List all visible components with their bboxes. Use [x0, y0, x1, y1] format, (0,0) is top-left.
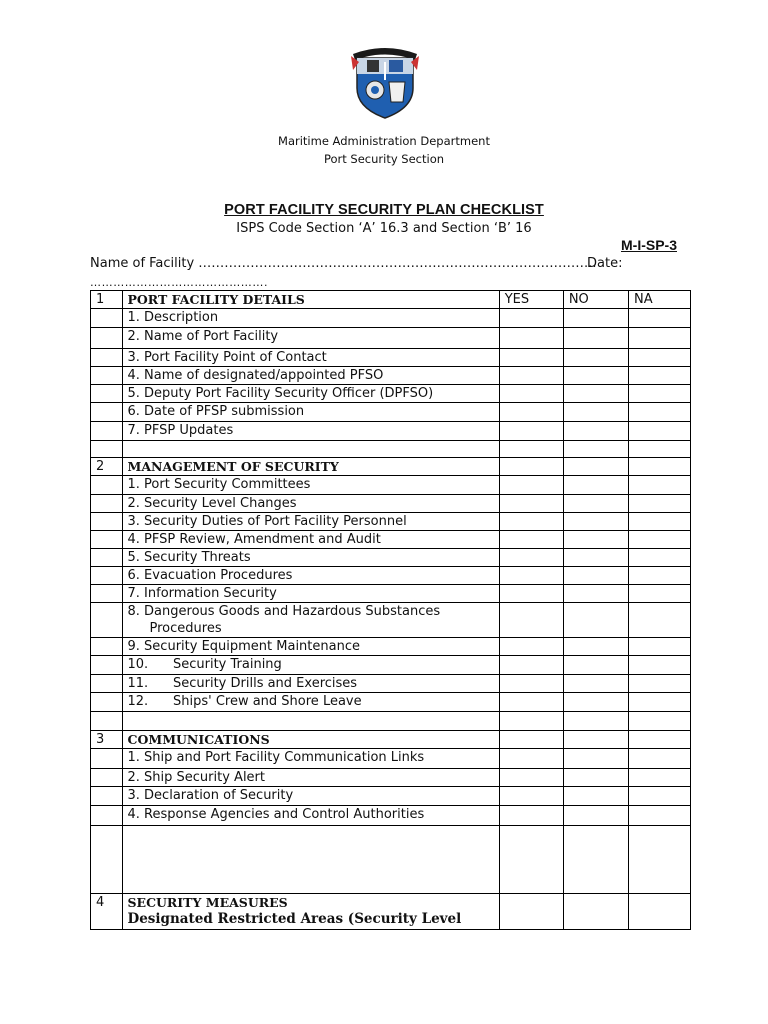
no-cell[interactable] [563, 567, 628, 585]
item-label: 6. Date of PFSP submission [122, 403, 499, 422]
section-header-row [91, 291, 691, 309]
spacer-row [91, 712, 691, 731]
item-label: 5. Security Threats [122, 549, 499, 567]
na-cell[interactable] [628, 549, 690, 567]
yes-cell[interactable] [499, 531, 563, 549]
item-label: 4. PFSP Review, Amendment and Audit [122, 531, 499, 549]
no-cell[interactable] [563, 749, 628, 769]
col-na-header: NA [628, 291, 690, 309]
yes-cell[interactable] [499, 549, 563, 567]
table-row [91, 603, 691, 638]
na-cell[interactable] [628, 328, 690, 349]
no-cell[interactable] [563, 656, 628, 675]
na-cell[interactable] [628, 513, 690, 531]
item-label: 4. Response Agencies and Control Authorities [122, 806, 499, 826]
section-title: SECURITY MEASURES Designated Restricted Areas (Security Level [122, 894, 499, 930]
no-cell[interactable] [563, 309, 628, 328]
col-no-header: NO [563, 291, 628, 309]
item-label: 12. Ships' Crew and Shore Leave [122, 693, 499, 712]
table-row [91, 749, 691, 769]
section-title: PORT FACILITY DETAILS [122, 291, 499, 309]
table-row [91, 787, 691, 806]
section-subtitle: Designated Restricted Areas (Security Level [127, 911, 462, 927]
item-label: 3. Security Duties of Port Facility Personnel [122, 513, 499, 531]
document-title: PORT FACILITY SECURITY PLAN CHECKLIST [224, 202, 544, 218]
table-row [91, 403, 691, 422]
table-row [91, 675, 691, 693]
item-label: 7. Information Security [122, 585, 499, 603]
table-row [91, 367, 691, 385]
na-cell[interactable] [628, 385, 690, 403]
na-cell[interactable] [628, 638, 690, 656]
na-cell[interactable] [628, 349, 690, 367]
table-row [91, 806, 691, 826]
na-cell[interactable] [628, 693, 690, 712]
na-cell[interactable] [628, 806, 690, 826]
table-row [91, 385, 691, 403]
item-label: 6. Evacuation Procedures [122, 567, 499, 585]
table-row [91, 328, 691, 349]
item-label: 1. Port Security Committees [122, 476, 499, 495]
no-cell[interactable] [563, 549, 628, 567]
section-number: 4 [91, 894, 123, 930]
no-cell[interactable] [563, 367, 628, 385]
no-cell[interactable] [563, 495, 628, 513]
na-cell[interactable] [628, 656, 690, 675]
section-number: 1 [91, 291, 123, 309]
no-cell[interactable] [563, 693, 628, 712]
document-subtitle: ISPS Code Section ‘A’ 16.3 and Section ‘B’ 16 [236, 221, 532, 236]
item-label: 3. Port Facility Point of Contact [122, 349, 499, 367]
section-number: 3 [91, 731, 123, 749]
yes-cell[interactable] [499, 476, 563, 495]
item-label: 2. Ship Security Alert [122, 769, 499, 787]
section-number: 2 [91, 458, 123, 476]
yes-cell[interactable] [499, 749, 563, 769]
no-cell[interactable] [563, 585, 628, 603]
yes-cell[interactable] [499, 328, 563, 349]
no-cell[interactable] [563, 385, 628, 403]
item-label: 1. Description [122, 309, 499, 328]
na-cell[interactable] [628, 495, 690, 513]
item-label: 1. Ship and Port Facility Communication Links [122, 749, 499, 769]
table-row [91, 513, 691, 531]
table-row [91, 549, 691, 567]
yes-cell[interactable] [499, 603, 563, 638]
table-row [91, 656, 691, 675]
yes-cell[interactable] [499, 693, 563, 712]
item-label: 5. Deputy Port Facility Security Officer (DPFSO) [122, 385, 499, 403]
table-row [91, 638, 691, 656]
yes-cell[interactable] [499, 422, 563, 441]
na-cell[interactable] [628, 749, 690, 769]
na-cell[interactable] [628, 367, 690, 385]
item-label: 9. Security Equipment Maintenance [122, 638, 499, 656]
item-label: 4. Name of designated/appointed PFSO [122, 367, 499, 385]
item-label: 7. PFSP Updates [122, 422, 499, 441]
table-row [91, 769, 691, 787]
section-header-row [91, 458, 691, 476]
no-cell[interactable] [563, 422, 628, 441]
yes-cell[interactable] [499, 385, 563, 403]
spacer-row [91, 441, 691, 458]
item-label: 2. Name of Port Facility [122, 328, 499, 349]
na-cell[interactable] [628, 309, 690, 328]
yes-cell[interactable] [499, 367, 563, 385]
yes-cell[interactable] [499, 769, 563, 787]
no-cell[interactable] [563, 349, 628, 367]
table-row [91, 585, 691, 603]
no-cell[interactable] [563, 531, 628, 549]
table-row [91, 693, 691, 712]
yes-cell[interactable] [499, 567, 563, 585]
na-cell[interactable] [628, 603, 690, 638]
date-dots: ………………………………………. [90, 276, 269, 289]
table-row [91, 422, 691, 441]
org-name: Maritime Administration Department [278, 134, 490, 148]
na-cell[interactable] [628, 531, 690, 549]
na-cell[interactable] [628, 476, 690, 495]
facility-line [90, 256, 623, 271]
table-row [91, 349, 691, 367]
no-cell[interactable] [563, 787, 628, 806]
yes-cell[interactable] [499, 349, 563, 367]
na-cell[interactable] [628, 403, 690, 422]
table-row [91, 495, 691, 513]
table-row [91, 531, 691, 549]
table-row [91, 567, 691, 585]
na-cell[interactable] [628, 787, 690, 806]
na-cell[interactable] [628, 675, 690, 693]
yes-cell[interactable] [499, 495, 563, 513]
department-crest-logo [345, 40, 425, 120]
date-label: Date: [587, 256, 623, 271]
table-row [91, 476, 691, 495]
checklist-table [90, 290, 691, 930]
yes-cell[interactable] [499, 513, 563, 531]
item-label: 3. Declaration of Security [122, 787, 499, 806]
na-cell[interactable] [628, 567, 690, 585]
section-header-row [91, 894, 691, 930]
item-label: 2. Security Level Changes [122, 495, 499, 513]
item-label: 8. Dangerous Goods and Hazardous Substances Procedures [122, 603, 499, 638]
no-cell[interactable] [563, 675, 628, 693]
section-header-row [91, 731, 691, 749]
yes-cell[interactable] [499, 656, 563, 675]
no-cell[interactable] [563, 403, 628, 422]
yes-cell[interactable] [499, 787, 563, 806]
no-cell[interactable] [563, 638, 628, 656]
form-code: M-I-SP-3 [621, 237, 677, 253]
no-cell[interactable] [563, 513, 628, 531]
section-title: COMMUNICATIONS [122, 731, 499, 749]
yes-cell[interactable] [499, 638, 563, 656]
item-label: 10. Security Training [122, 656, 499, 675]
table-row [91, 309, 691, 328]
no-cell[interactable] [563, 328, 628, 349]
yes-cell[interactable] [499, 403, 563, 422]
org-section: Port Security Section [323, 152, 445, 166]
no-cell[interactable] [563, 603, 628, 638]
na-cell[interactable] [628, 422, 690, 441]
yes-cell[interactable] [499, 675, 563, 693]
spacer-row [91, 826, 691, 894]
facility-label: Name of Facility ……………………………………………………………………………….. [90, 256, 597, 271]
no-cell[interactable] [563, 806, 628, 826]
no-cell[interactable] [563, 769, 628, 787]
col-yes-header: YES [499, 291, 563, 309]
yes-cell[interactable] [499, 585, 563, 603]
na-cell[interactable] [628, 769, 690, 787]
item-label: 11. Security Drills and Exercises [122, 675, 499, 693]
section-title: MANAGEMENT OF SECURITY [122, 458, 499, 476]
no-cell[interactable] [563, 476, 628, 495]
na-cell[interactable] [628, 585, 690, 603]
yes-cell[interactable] [499, 806, 563, 826]
yes-cell[interactable] [499, 309, 563, 328]
